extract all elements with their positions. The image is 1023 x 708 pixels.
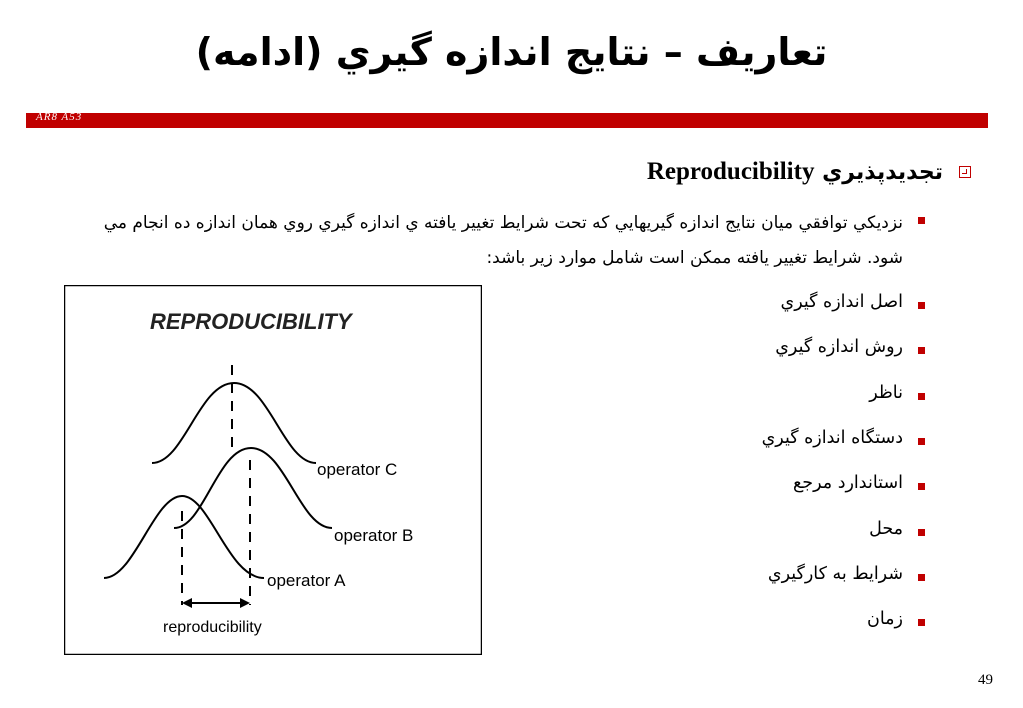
square-bullet-icon [918, 619, 925, 626]
square-bullet-icon [918, 393, 925, 400]
square-bullet-icon [918, 529, 925, 536]
page-number: 49 [978, 672, 993, 688]
label-operator-c: operator C [317, 460, 398, 479]
list-item: اصل اندازه گيري [780, 292, 903, 312]
square-bullet-icon [918, 302, 925, 309]
title-divider-bar [26, 113, 988, 128]
figure-title: REPRODUCIBILITY [150, 309, 352, 334]
list-item: زمان [866, 609, 903, 630]
heading-english: Reproducibility [646, 158, 815, 185]
slide-title: تعاريف – نتايج اندازه گيري (ادامه) [195, 30, 828, 74]
checkbox-bullet-icon [959, 166, 971, 178]
section-heading [647, 158, 943, 186]
list-item: روش اندازه گيري [775, 337, 903, 358]
list-item: شرايط به كارگيري [767, 563, 903, 584]
figure-border [65, 286, 482, 655]
heading-persian: تجديدپذيري [822, 160, 943, 185]
list-item: دستگاه اندازه گيري [761, 427, 903, 448]
list-item: ناظر [869, 382, 903, 403]
bar-watermark: AR8 A53 [36, 111, 83, 123]
square-bullet-icon [918, 217, 925, 224]
reproducibility-figure [64, 285, 482, 655]
square-bullet-icon [918, 483, 925, 490]
label-operator-a: operator A [267, 571, 346, 590]
square-bullet-icon [918, 438, 925, 445]
definition-paragraph: نزديكي توافقي ميان نتايج اندازه گيريهايي كه تحت شرايط تغيير يافته ي اندازه گيري روي همان اندازه ده انجام مي شود. شرايط تغيير يافته ممكن است شامل موارد زير باشد: [103, 213, 903, 268]
label-reproducibility: reproducibility [163, 619, 262, 636]
square-bullet-icon [918, 574, 925, 581]
label-operator-b: operator B [334, 526, 414, 545]
square-bullet-icon [918, 347, 925, 354]
list-item: استاندارد مرجع [792, 473, 903, 494]
list-item: محل [869, 518, 903, 539]
